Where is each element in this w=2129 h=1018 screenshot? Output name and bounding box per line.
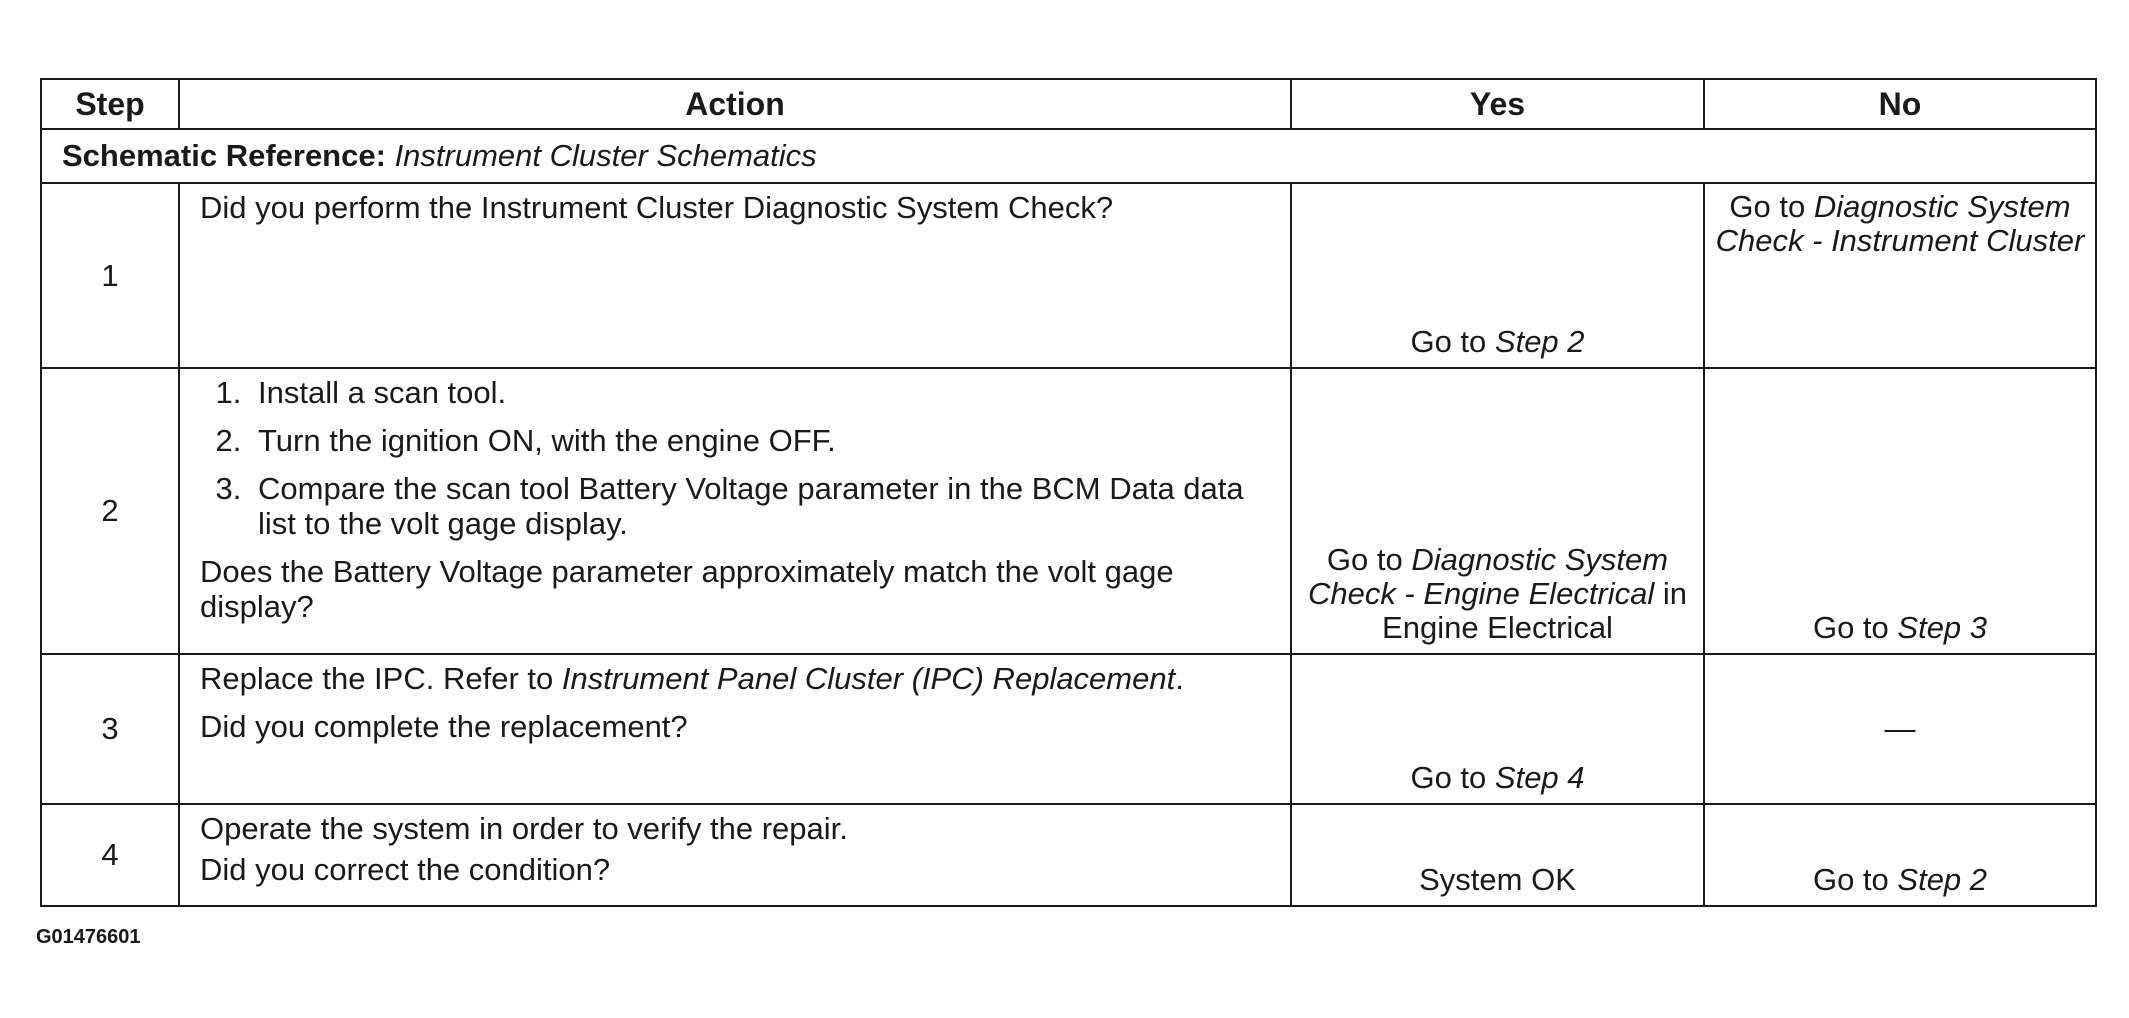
header-no: No (1704, 79, 2096, 129)
substep-item: 1. Install a scan tool. (250, 375, 1280, 410)
schematic-reference (41, 129, 2096, 183)
action-cell (179, 804, 1291, 906)
action-cell (179, 368, 1291, 654)
action-prefix: Replace the IPC. Refer to (200, 661, 554, 696)
no-link[interactable]: Step 2 (1897, 862, 1988, 897)
no-prefix: Go to (1812, 610, 1889, 645)
substep-item: 3. Compare the scan tool Battery Voltage parameter in the BCM Data data list to the volt gage display. (250, 471, 1280, 541)
yes-prefix: Go to (1410, 324, 1487, 359)
yes-link[interactable]: Diagnostic System Check - Engine Electrical (1307, 542, 1669, 611)
yes-link[interactable]: Step 2 (1494, 324, 1585, 359)
yes-cell (1291, 183, 1704, 368)
step-number: 1 (41, 183, 179, 368)
no-cell (1704, 654, 2096, 804)
step-number: 2 (41, 368, 179, 654)
action-text (200, 661, 1280, 696)
yes-text: System OK (1419, 862, 1576, 897)
action-link[interactable]: Instrument Panel Cluster (IPC) Replacement (561, 661, 1176, 696)
yes-cell (1291, 654, 1704, 804)
header-action: Action (179, 79, 1291, 129)
no-cell (1704, 368, 2096, 654)
reference-link[interactable]: Instrument Cluster Schematics (394, 138, 817, 173)
yes-prefix: Go to (1326, 542, 1403, 577)
action-text: Operate the system in order to verify the repair. (200, 811, 848, 846)
step-number: 4 (41, 804, 179, 906)
yes-cell (1291, 804, 1704, 906)
action-suffix: . (1175, 661, 1184, 696)
table-row (41, 804, 2096, 906)
action-question: Did you correct the condition? (200, 852, 611, 887)
table-row (41, 183, 2096, 368)
action-cell (179, 183, 1291, 368)
reference-label: Schematic Reference: (62, 138, 386, 173)
header-row (41, 79, 2096, 129)
yes-prefix: Go to (1410, 760, 1487, 795)
action-text: Did you perform the Instrument Cluster Diagnostic System Check? (200, 190, 1114, 225)
header-step: Step (41, 79, 179, 129)
diagnostic-table (40, 78, 2097, 907)
yes-link[interactable]: Step 4 (1494, 760, 1585, 795)
step-number: 3 (41, 654, 179, 804)
schematic-reference-row (41, 129, 2096, 183)
no-prefix: Go to (1812, 862, 1889, 897)
no-dash: — (1884, 711, 1916, 746)
action-question: Does the Battery Voltage parameter approximately match the volt gage display? (200, 554, 1174, 624)
no-link[interactable]: Diagnostic System Check - Instrument Cluster (1715, 189, 2085, 258)
yes-cell (1291, 368, 1704, 654)
action-question: Did you complete the replacement? (200, 709, 688, 744)
yes-suffix: in Engine Electrical (1382, 576, 1688, 645)
header-yes: Yes (1291, 79, 1704, 129)
no-cell (1704, 183, 2096, 368)
substep-list (200, 375, 1280, 541)
no-cell (1704, 804, 2096, 906)
table-row (41, 654, 2096, 804)
table-row (41, 368, 2096, 654)
no-link[interactable]: Step 3 (1897, 610, 1988, 645)
action-cell (179, 654, 1291, 804)
no-prefix: Go to (1729, 189, 1806, 224)
substep-item: 2. Turn the ignition ON, with the engine OFF. (250, 423, 1280, 458)
figure-id: G01476601 (36, 926, 141, 948)
